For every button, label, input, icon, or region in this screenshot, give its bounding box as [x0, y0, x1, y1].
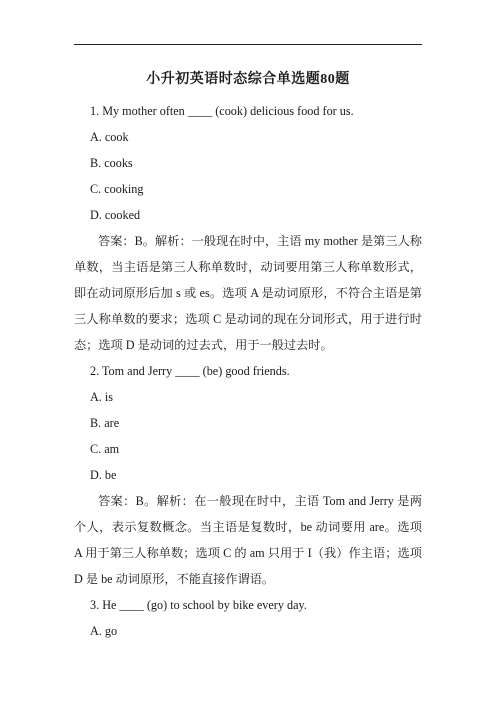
option-d: D. cooked [90, 208, 141, 222]
answer-explanation: 答案：B。解析：一般现在时中，主语 my mother 是第三人称单数，当主语是第三人称单数时，动词要用第三人称单数形式，即在动词原形后加 s 或 es。选项 A 是动词原形，不符合主语是第三人称单数的要求；选项 C 是动词的现在分词形式，用于进行时态；选项 D 是动词的过去式，用于一般过去时。 [74, 234, 422, 352]
document-title: 小升初英语时态综合单选题80题 [146, 72, 350, 87]
option-b: B. cooks [90, 156, 133, 170]
header-rule [74, 44, 422, 45]
question-stem: 2. Tom and Jerry ____ (be) good friends. [90, 364, 290, 378]
option-a: A. cook [90, 130, 129, 144]
option-a: A. is [90, 390, 114, 404]
document-body [74, 98, 422, 644]
option-a: A. go [90, 624, 118, 638]
question-stem: 1. My mother often ____ (cook) delicious food for us. [90, 104, 354, 118]
option-b: B. are [90, 416, 120, 430]
answer-explanation: 答案：B。解析：在一般现在时中，主语 Tom and Jerry 是两个人，表示复数概念。当主语是复数时，be 动词要用 are。选项 A 用于第三人称单数；选项 C 的 am 只用于 I（我）作主语；选项 D 是 be 动词原形，不能直接作谓语。 [74, 494, 422, 586]
option-c: C. cooking [90, 182, 144, 196]
question-stem: 3. He ____ (go) to school by bike every day. [90, 598, 307, 612]
option-c: C. am [90, 442, 120, 456]
option-d: D. be [90, 468, 117, 482]
